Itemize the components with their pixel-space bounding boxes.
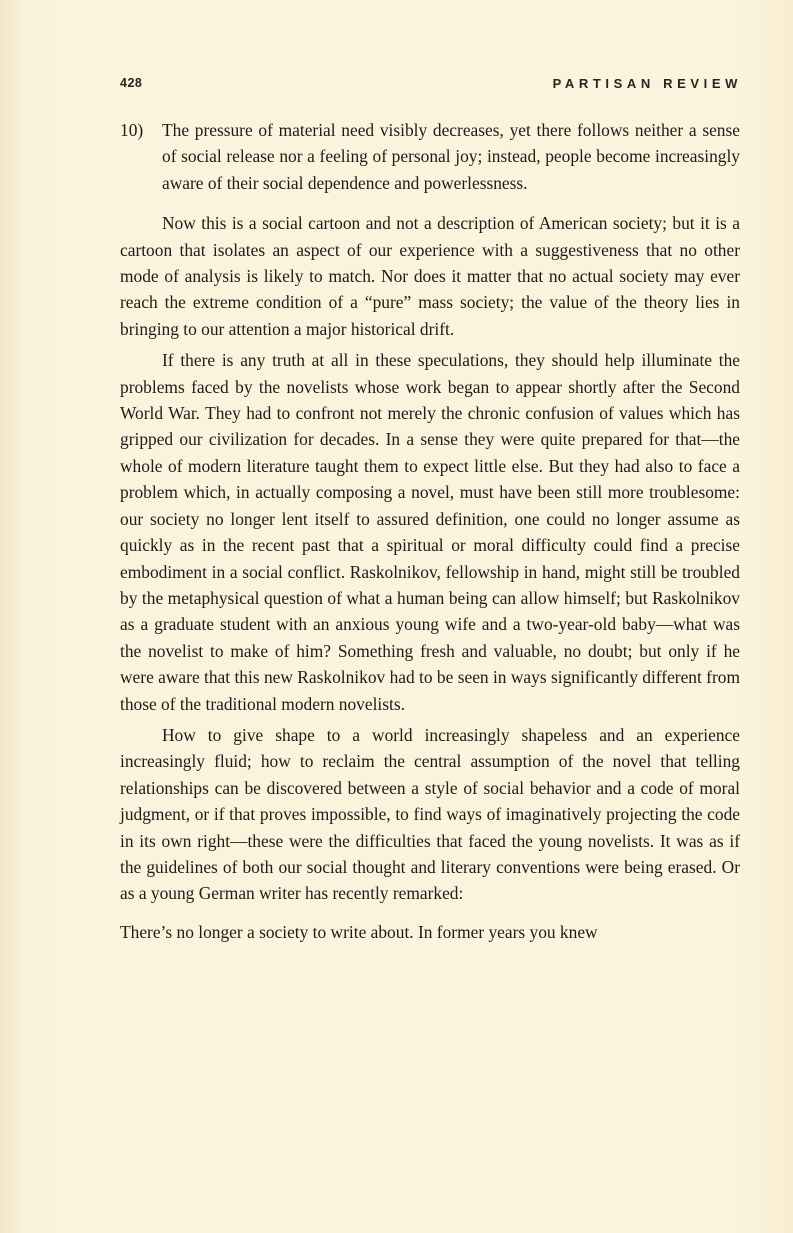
page-number: 428 [120, 76, 143, 90]
body-text [120, 117, 740, 945]
item-number: 10) [120, 120, 144, 140]
item-text: The pressure of material need visibly decreases, yet there follows neither a sense of social release nor a feeling of personal joy; instead, people become increasingly aware of their social dependence and powerlessness. [162, 120, 740, 193]
paragraph-cartoon: Now this is a social cartoon and not a description of American society; but it is a cartoon that isolates an aspect of our experience with a suggestiveness that no other mode of analysis is likely to match. Nor does it matter that no actual society may ever reach the extreme condition of a “pure” mass society; the value of the theory lies in bringing to our attention a major historical drift. [120, 213, 740, 339]
journal-title: PARTISAN REVIEW [552, 76, 742, 91]
numbered-item-10 [120, 117, 740, 196]
running-head [120, 76, 742, 96]
paragraph-novelists: If there is any truth at all in these speculations, they should help illuminate the problems faced by the novelists whose work began to appear shortly after the Second World War. They had to confront not merely the chronic confusion of values which has gripped our civilization for decades. In a sense they were quite prepared for that—the whole of modern literature taught them to expect little else. But they had also to face a problem which, in actually composing a novel, must have been still more troublesome: our society no longer lent itself to assured definition, one could no longer assume as quickly as in the recent past that a spiritual or moral difficulty could find a precise embodiment in a social conflict. Raskolnikov, fellowship in hand, might still be troubled by the metaphysical question of what a human being can allow himself; but Raskolnikov as a graduate student with an anxious young wife and a two-year-old baby—what was the novelist to make of him? Something fresh and valuable, no doubt; but only if he were aware that this new Raskolnikov had to be seen in ways significantly different from those of the traditional modern novelists. [120, 350, 740, 714]
paragraph-shape: How to give shape to a world increasingly shapeless and an experience increasingly fluid; how to reclaim the central assumption of the novel that telling relationships can be discovered between a style of social behavior and a code of moral judgment, or if that proves impossible, to find ways of imaginatively projecting the code in its own right—these were the difficulties that faced the young novelists. It was as if the guidelines of both our social thought and literary conventions were being erased. Or as a young German writer has recently remarked: [120, 724, 740, 904]
block-quote: There’s no longer a society to write about. In former years you knew [120, 921, 598, 942]
